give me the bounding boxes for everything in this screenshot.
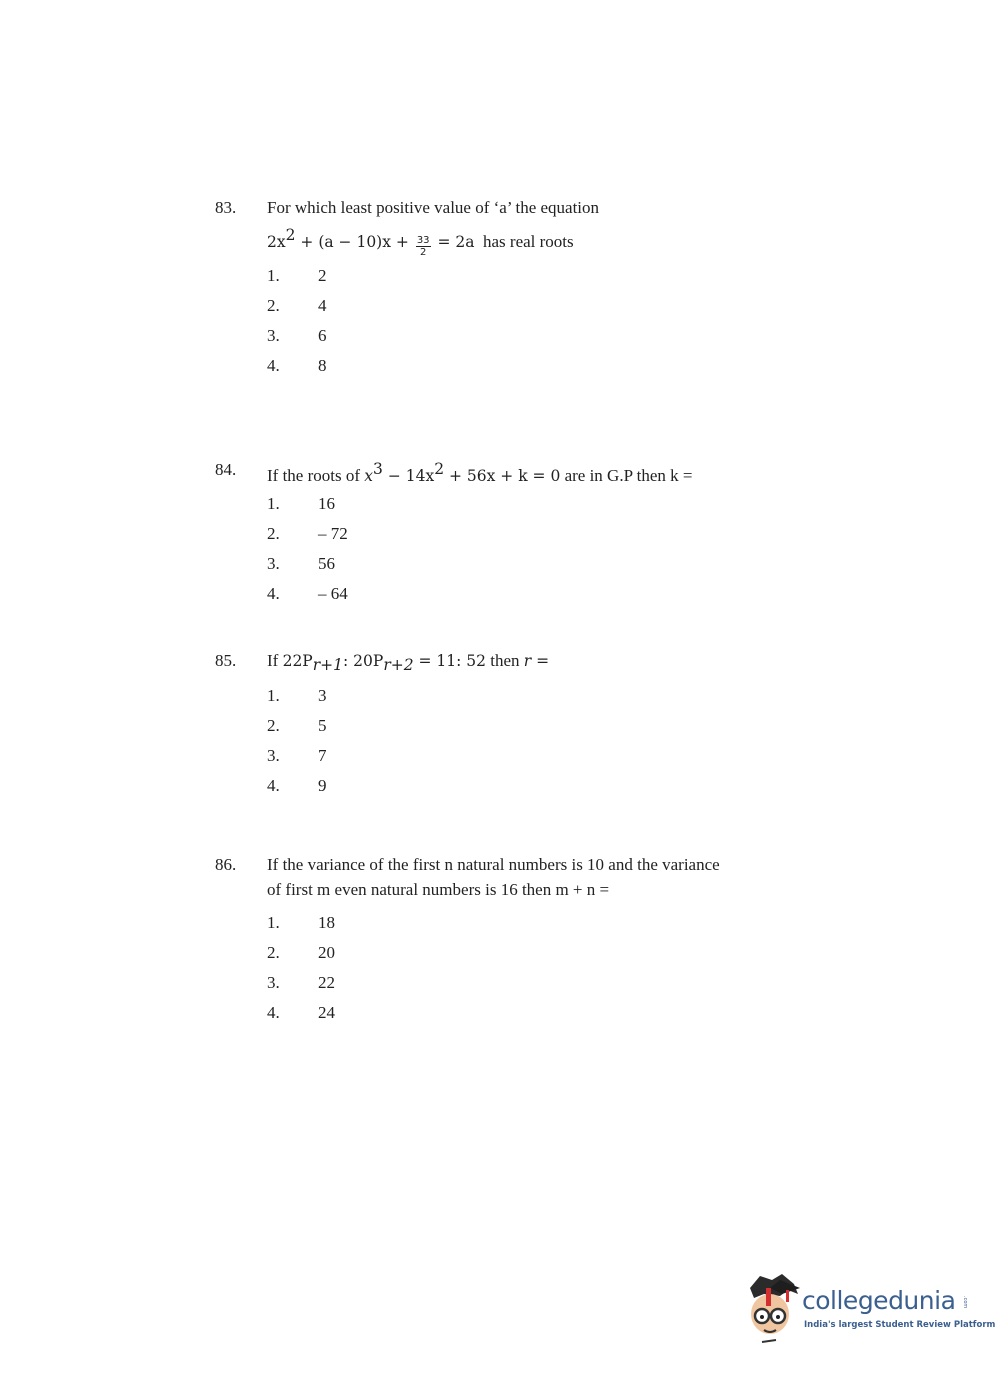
question-number: 85. [215,651,237,670]
option-number: 2. [267,296,280,315]
question-equation: $2x^2 + (a - 10)x$ + $\frac{33}{2}$ = 2a has real roots [267,226,574,258]
option-value: 5 [318,716,327,735]
option-value: 9 [318,776,327,795]
option-value: 24 [318,1003,335,1022]
mascot-icon [742,1270,802,1350]
option-value: 56 [318,554,335,573]
option-value: – 64 [318,584,348,603]
question-text-line-1: If the variance of the first n natural numbers is 10 and the variance [267,855,720,874]
question-number: 86. [215,855,237,874]
option-number: 4. [267,584,280,603]
option-value: 3 [318,686,327,705]
option-number: 4. [267,776,280,795]
option-number: 4. [267,356,280,375]
option-value: 4 [318,296,327,315]
brand-tagline: India's largest Student Review Platform [804,1320,996,1330]
collegedunia-logo [742,1270,996,1350]
option-number: 3. [267,554,280,573]
question-number: 84. [215,460,237,479]
question-text: For which least positive value of ‘a’ the equation [267,198,600,217]
question-text-line-2: of first m even natural numbers is 16 then m + n = [267,880,610,899]
question-number: 83. [215,198,237,217]
option-number: 1. [267,686,280,705]
option-number: 4. [267,1003,280,1022]
option-value: 16 [318,494,335,513]
brand-suffix: .com [962,1296,968,1309]
option-number: 2. [267,524,280,543]
option-value: 2 [318,266,327,285]
option-number: 3. [267,746,280,765]
option-value: – 72 [318,524,348,543]
brand-name: collegedunia [802,1286,956,1315]
option-number: 1. [267,913,280,932]
option-value: 22 [318,973,335,992]
option-number: 2. [267,943,280,962]
option-value: 18 [318,913,335,932]
option-number: 3. [267,973,280,992]
option-value: 8 [318,356,327,375]
question-text: If $22P_{r+1}$: $20P_{r+2} = 11$: 52 then r = [267,651,550,674]
fraction: $\frac{33}{2}$ [416,235,430,258]
option-value: 7 [318,746,327,765]
option-number: 1. [267,494,280,513]
option-number: 3. [267,326,280,345]
option-number: 2. [267,716,280,735]
option-value: 20 [318,943,335,962]
option-value: 6 [318,326,327,345]
option-number: 1. [267,266,280,285]
question-text: If the roots of $x^3 - 14x^2 + 56x + k = 0$ are in G.P then k = [267,460,693,485]
